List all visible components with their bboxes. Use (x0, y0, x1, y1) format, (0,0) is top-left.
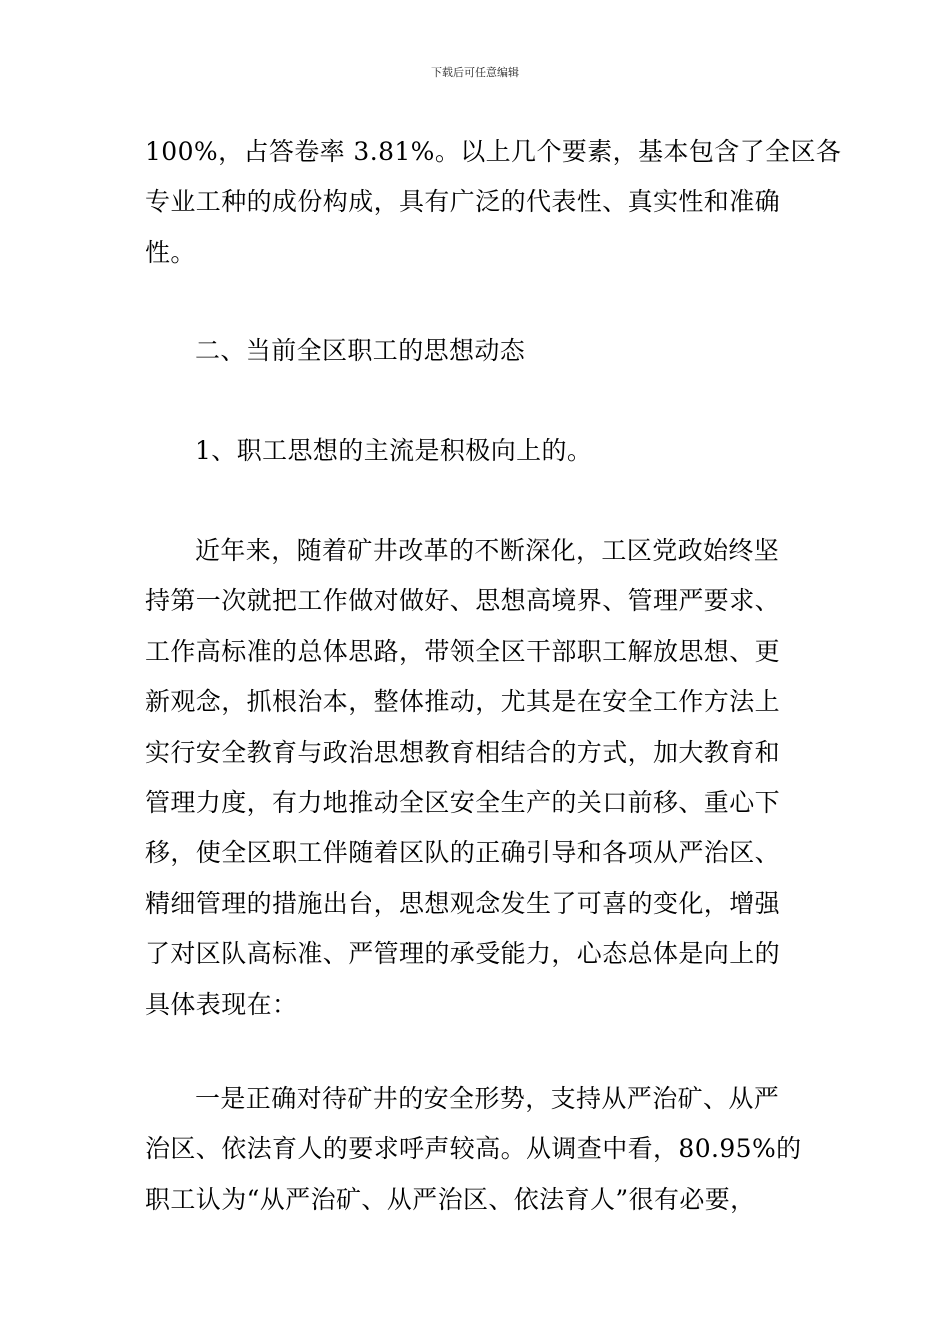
text-line: 实行安全教育与政治思想教育相结合的方式，加大教育和 (145, 737, 781, 767)
text-line: 职工认为“从严治矿、从严治区、依法育人”很有必要， (145, 1184, 756, 1214)
text-line: 精细管理的措施出台，思想观念发生了可喜的变化，增强 (145, 888, 781, 918)
text-line: 近年来，随着矿井改革的不断深化，工区党政始终坚 (195, 536, 780, 565)
section-heading (145, 326, 811, 376)
sub-heading-text: 1、职工思想的主流是积极向上的。 (195, 436, 593, 465)
paragraph-1 (145, 127, 842, 278)
text-line: 具体表现在： (145, 989, 298, 1019)
paragraph-2 (145, 526, 811, 1030)
sub-heading (145, 426, 811, 476)
text-line: 工作高标准的总体思路，带领全区干部职工解放思想、更 (145, 636, 781, 666)
text-line: 治区、依法育人的要求呼声较高。从调查中看，80.95%的 (145, 1134, 802, 1164)
text-line: 性。 (145, 237, 196, 267)
text-line: 新观念，抓根治本，整体推动，尤其是在安全工作方法上 (145, 687, 781, 717)
text-line: 管理力度，有力地推动全区安全生产的关口前移、重心下 (145, 787, 781, 817)
text-line: 100%，占答卷率 3.81%。以上几个要素，基本包含了全区各 (145, 137, 842, 166)
section-heading-text: 二、当前全区职工的思想动态 (195, 336, 526, 365)
text-line: 持第一次就把工作做对做好、思想高境界、管理严要求、 (145, 586, 781, 616)
page-header: 下载后可任意编辑 (431, 66, 519, 79)
text-line: 移，使全区职工伴随着区队的正确引导和各项从严治区、 (145, 838, 781, 868)
text-line: 一是正确对待矿井的安全形势，支持从严治矿、从严 (195, 1084, 780, 1113)
paragraph-3 (145, 1074, 811, 1225)
text-line: 专业工种的成份构成，具有广泛的代表性、真实性和准确 (145, 187, 781, 217)
text-line: 了对区队高标准、严管理的承受能力，心态总体是向上的 (145, 939, 781, 969)
